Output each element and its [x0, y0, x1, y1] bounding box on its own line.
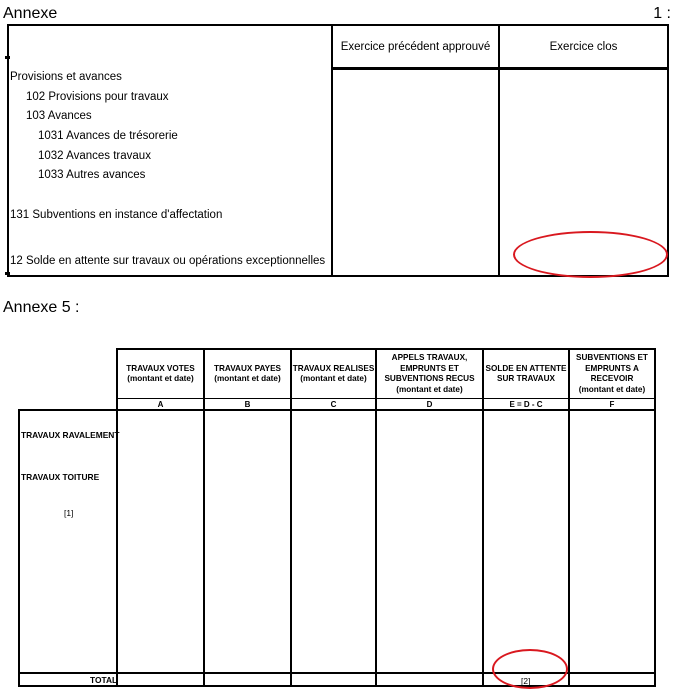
annexe1-number: 1 : — [653, 5, 671, 22]
col-letter-b: B — [244, 399, 251, 409]
col-letter-c: C — [330, 399, 337, 409]
row-102: 102 Provisions pour travaux — [26, 91, 169, 103]
header-travaux-votes-text: TRAVAUX VOTES (montant et date) — [126, 363, 195, 383]
row-131: 131 Subventions en instance d'affectation — [10, 209, 223, 221]
header-solde-attente-text: SOLDE EN ATTENTE SUR TRAVAUX — [485, 363, 567, 383]
row-total: TOTAL — [90, 675, 118, 685]
annexe1-caption: Annexe — [3, 5, 58, 22]
header-exercice-precedent: Exercice précédent approuvé — [340, 41, 491, 53]
header-travaux-payes-text: TRAVAUX PAYES (montant et date) — [213, 363, 282, 383]
col-letter-d: D — [426, 399, 433, 409]
header-solde-attente — [484, 350, 568, 398]
row-provisions-avances: Provisions et avances — [10, 71, 122, 83]
header-appels-travaux — [377, 350, 482, 398]
header-travaux-votes — [118, 350, 203, 398]
annexe5-caption: Annexe 5 : — [3, 299, 80, 316]
col-letter-f: F — [609, 399, 615, 409]
col-letter-e: E = D - C — [509, 399, 543, 409]
header-subventions-emprunts — [570, 350, 654, 398]
annexe1-table — [7, 24, 669, 277]
header-travaux-payes — [205, 350, 290, 398]
header-exercice-clos: Exercice clos — [549, 41, 618, 53]
row-travaux-ravalement: TRAVAUX RAVALEMENT — [21, 430, 120, 440]
footnote-marker-2: [2] — [521, 676, 531, 686]
row-103: 103 Avances — [26, 110, 92, 122]
row-travaux-toiture: TRAVAUX TOITURE — [21, 472, 100, 482]
row-1032: 1032 Avances travaux — [38, 150, 151, 162]
header-subventions-emprunts-text: SUBVENTIONS ET EMPRUNTS A RECEVOIR (montant et date) — [576, 353, 648, 394]
row-1033: 1033 Autres avances — [38, 169, 146, 181]
col-letter-a: A — [157, 399, 164, 409]
footnote-marker-1: [1] — [64, 508, 74, 518]
row-1031: 1031 Avances de trésorerie — [38, 130, 178, 142]
header-travaux-realises — [292, 350, 375, 398]
annexe5-table — [18, 348, 656, 688]
header-appels-travaux-text: APPELS TRAVAUX, EMPRUNTS ET SUBVENTIONS RECUS (montant et date) — [384, 353, 475, 394]
header-travaux-realises-text: TRAVAUX REALISES (montant et date) — [292, 363, 375, 383]
row-12: 12 Solde en attente sur travaux ou opérations exceptionnelles — [10, 255, 326, 267]
